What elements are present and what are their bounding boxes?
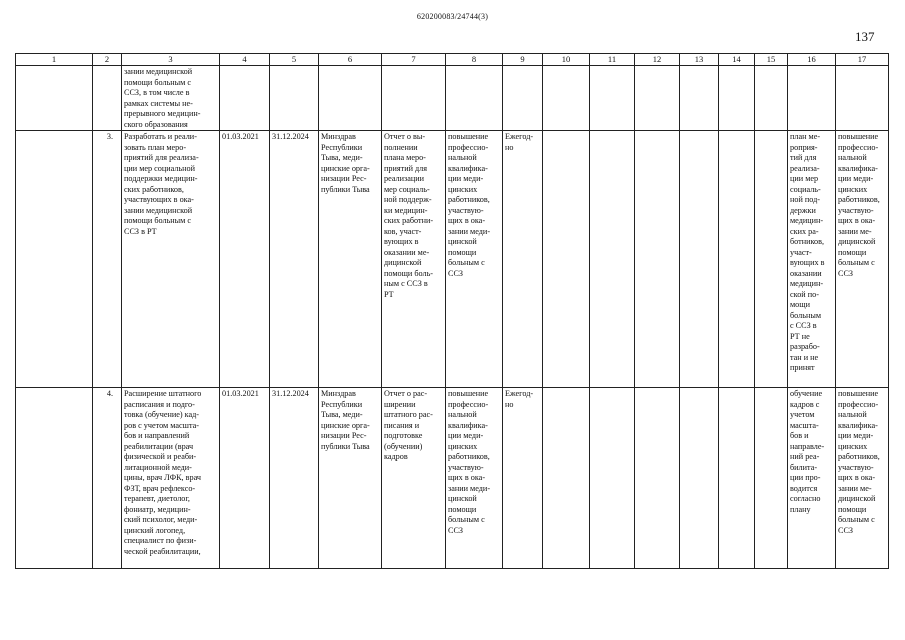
table-cell: зании медицинской помощи больным с ССЗ, в том числе в рамках системы не- прерывного медицин- ского образования xyxy=(122,66,220,131)
column-header: 5 xyxy=(270,54,319,66)
column-header: 11 xyxy=(590,54,635,66)
table-cell xyxy=(755,388,788,569)
table-row xyxy=(16,388,889,569)
table-cell xyxy=(503,66,543,131)
table-cell xyxy=(16,131,93,388)
table-cell: повышение профессио- нальной квалифика- ции меди- цинских работников, участвую- щих в ока- зании ме- дицинской помощи больным с ССЗ xyxy=(836,131,889,388)
table-cell: 31.12.2024 xyxy=(270,388,319,569)
column-header: 2 xyxy=(93,54,122,66)
table-cell: Расширение штатного расписания и подго- товка (обучение) кад- ров с учетом масшта- бов и направлений реабилитации (врач физической и реаби- литационной меди- цины, врач ЛФК, врач ФЗТ, врач рефлексо- терапевт, диетолог, фониатр, медицин- ский психолог, меди- цинский логопед, специалист по физи- ческой реабилитации, xyxy=(122,388,220,569)
table-cell xyxy=(590,131,635,388)
column-header: 7 xyxy=(382,54,446,66)
column-header: 15 xyxy=(755,54,788,66)
table-cell xyxy=(680,131,719,388)
table-cell xyxy=(16,388,93,569)
row-number-cell: 4. xyxy=(93,388,122,569)
header-row xyxy=(16,54,889,66)
column-header: 1 xyxy=(16,54,93,66)
table-cell: Отчет о вы- полнении плана меро- приятий для реализации мер социаль- ной поддерж- ки медицин- ских работни- ков, участ- вующих в оказании ме- дицинской помощи боль- ным с ССЗ в РТ xyxy=(382,131,446,388)
table-cell: повышение профессио- нальной квалифика- ции меди- цинских работников, участвую- щих в ока- зании меди- цинской помощи больным с ССЗ xyxy=(446,131,503,388)
table-cell: Ежегод- но xyxy=(503,388,543,569)
table-cell xyxy=(635,66,680,131)
table-cell xyxy=(319,66,382,131)
column-header: 13 xyxy=(680,54,719,66)
table-cell xyxy=(719,66,755,131)
table-cell xyxy=(270,66,319,131)
table-cell xyxy=(755,66,788,131)
table-cell xyxy=(788,66,836,131)
column-header: 9 xyxy=(503,54,543,66)
column-header: 14 xyxy=(719,54,755,66)
table-cell: повышение профессио- нальной квалифика- ции меди- цинских работников, участвую- щих в ока- зании меди- цинской помощи больным с ССЗ xyxy=(446,388,503,569)
table-cell xyxy=(220,66,270,131)
table-cell: Разработать и реали- зовать план меро- приятий для реализа- ции мер социальной поддержки медицин- ских работников, участвующих в ока- зании медицинской помощи больным с ССЗ в РТ xyxy=(122,131,220,388)
table-cell xyxy=(755,131,788,388)
table-cell: 01.03.2021 xyxy=(220,131,270,388)
page-number: 137 xyxy=(855,29,875,44)
data-table xyxy=(15,53,889,569)
table-cell xyxy=(543,66,590,131)
table-cell xyxy=(836,66,889,131)
table-cell xyxy=(543,388,590,569)
table-cell: Ежегод- но xyxy=(503,131,543,388)
table-cell: 01.03.2021 xyxy=(220,388,270,569)
column-header: 3 xyxy=(122,54,220,66)
table-cell: план ме- роприя- тий для реализа- ции мер социаль- ной под- держки медицин- ских ра- ботников, участ- вующих в оказании медицин- ской по- мощи больным с ССЗ в РТ не разрабо- тан и не принят xyxy=(788,131,836,388)
table-cell: 31.12.2024 xyxy=(270,131,319,388)
table-row xyxy=(16,131,889,388)
table-cell xyxy=(719,388,755,569)
table-cell xyxy=(635,388,680,569)
table-cell xyxy=(590,388,635,569)
table-cell: повышение профессио- нальной квалифика- ции меди- цинских работников, участвую- щих в ока- зании ме- дицинской помощи больным с ССЗ xyxy=(836,388,889,569)
table-cell xyxy=(719,131,755,388)
column-header: 4 xyxy=(220,54,270,66)
row-number-cell: 3. xyxy=(93,131,122,388)
table-cell xyxy=(680,66,719,131)
table-body xyxy=(16,54,889,569)
column-header: 16 xyxy=(788,54,836,66)
table-cell xyxy=(635,131,680,388)
table-row xyxy=(16,66,889,131)
row-number-cell xyxy=(93,66,122,131)
column-header: 8 xyxy=(446,54,503,66)
column-header: 12 xyxy=(635,54,680,66)
table-cell xyxy=(590,66,635,131)
table-cell: Минздрав Республики Тыва, меди- цинские орга- низации Рес- публики Тыва xyxy=(319,388,382,569)
column-header: 6 xyxy=(319,54,382,66)
table-cell xyxy=(446,66,503,131)
column-header: 17 xyxy=(836,54,889,66)
table-cell: Минздрав Республики Тыва, меди- цинские орга- низации Рес- публики Тыва xyxy=(319,131,382,388)
table-cell xyxy=(16,66,93,131)
table-cell xyxy=(543,131,590,388)
table-cell xyxy=(680,388,719,569)
table-cell: Отчет о рас- ширении штатного рас- писания и подготовке (обучении) кадров xyxy=(382,388,446,569)
column-header: 10 xyxy=(543,54,590,66)
table-cell: обучение кадров с учетом масшта- бов и направле- ний реа- билита- ции про- водится согласно плану xyxy=(788,388,836,569)
document-code: 620200083/24744(3) xyxy=(416,12,489,21)
table-cell xyxy=(382,66,446,131)
